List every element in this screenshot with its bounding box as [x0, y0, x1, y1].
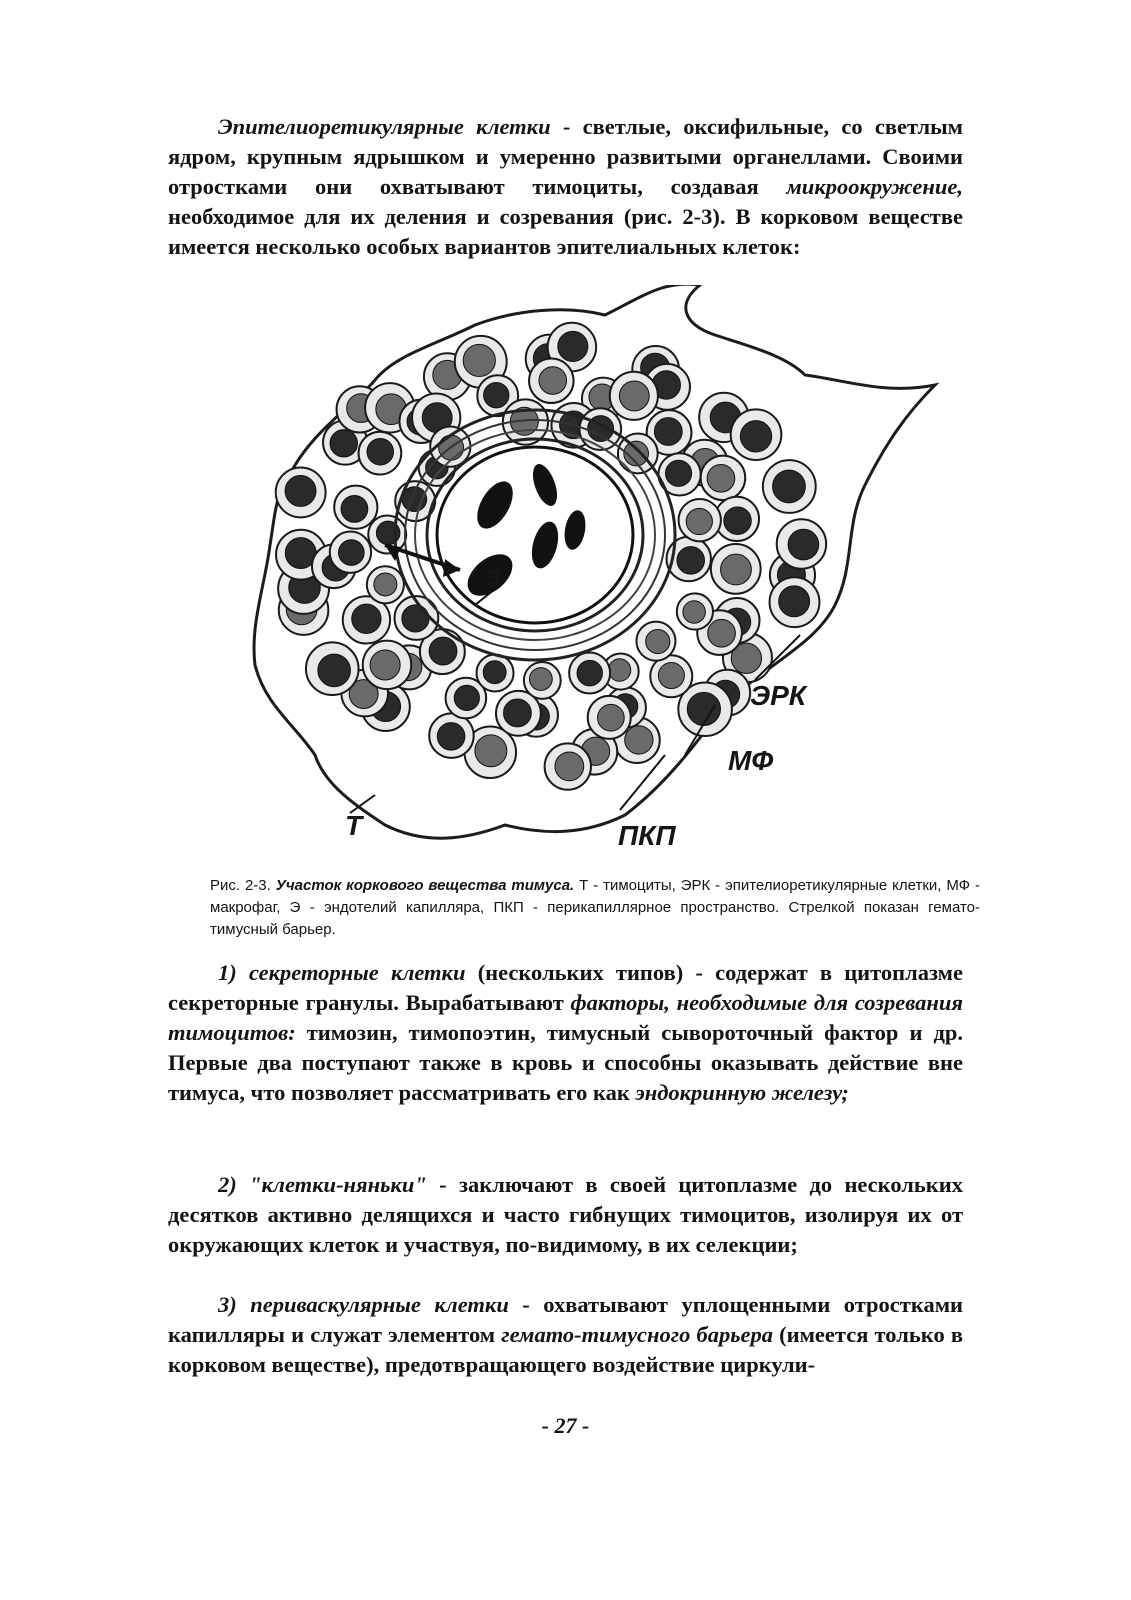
thymocyte-nucleus: [352, 604, 381, 633]
item-secretory-factors: тимозин, тимопоэтин, тимусный сывороточный фактор и др.: [295, 1020, 963, 1045]
thymocyte-nucleus: [707, 465, 735, 493]
item-perivascular: [168, 1290, 963, 1380]
label-e: Э: [483, 565, 501, 592]
caption-title: Участок коркового вещества тимуса.: [275, 877, 575, 894]
thymocyte-nucleus: [367, 438, 394, 465]
thymocyte-nucleus: [339, 540, 365, 566]
thymocyte-nucleus: [429, 637, 457, 665]
item-secretory: [168, 958, 963, 1108]
thymocyte-nucleus: [598, 704, 625, 731]
thymocyte-nucleus: [475, 735, 507, 767]
item-nurse-text: - заключают в своей цитоплазме до нескольких десятков активно делящихся и часто гибнущих тимоцитов, изолируя их от окружающих клеток и участвуя, по-видимому, в их селекции;: [168, 1172, 963, 1257]
thymocyte-nucleus: [708, 619, 736, 647]
item-perivascular-emphasis: гемато-тимусного барьера: [501, 1322, 773, 1347]
thymus-cortex-figure: [245, 285, 965, 865]
thymocyte-nucleus: [654, 418, 682, 446]
thymus-illustration: [245, 285, 965, 865]
thymocyte-nucleus: [665, 460, 691, 486]
caption-text: Т - тимоциты, ЭРК - эпителиоретикулярные клетки, МФ - макрофаг, Э - эндотелий капилляра, ПКП - перикапиллярное пространство. Стрелкой показан гемато-тимусный барьер.: [210, 877, 980, 938]
page-number: - 27 -: [541, 1413, 590, 1438]
thymocyte-nucleus: [483, 661, 506, 684]
label-pkp: ПКП: [618, 820, 676, 851]
thymocyte-nucleus: [683, 601, 705, 623]
thymocyte-nucleus: [773, 470, 806, 503]
thymocyte-nucleus: [330, 430, 357, 457]
intro-text-1: - светлые, оксифильные, со светлым ядром, крупным ядрышком и умеренно развитыми органеллами. Своими отростками они охватывают тимоциты, создавая: [168, 114, 963, 199]
item-secretory-term: 1) секреторные клетки: [218, 960, 466, 985]
thymocyte-nucleus: [625, 726, 653, 754]
thymocyte-nucleus: [646, 629, 670, 653]
intro-text-2: необходимое для их деления и созревания (рис. 2-3). В корковом веществе имеется несколько особых вариантов эпителиальных клеток:: [168, 204, 963, 259]
thymocyte-nucleus: [529, 668, 552, 691]
item-perivascular-term: 3) периваскулярные клетки: [218, 1292, 509, 1317]
thymocyte-nucleus: [370, 650, 400, 680]
item-nurse-term: 2) "клетки-няньки": [218, 1172, 427, 1197]
thymocyte-nucleus: [454, 685, 479, 710]
item-perivascular-text-1: - охватывают уплощенными отростками капилляры и служат элементом: [168, 1292, 963, 1347]
label-mf: МФ: [728, 745, 774, 776]
thymocyte-nucleus: [686, 508, 712, 534]
thymocyte-nucleus: [402, 605, 429, 632]
intro-paragraph: [168, 112, 963, 262]
thymocyte-nucleus: [463, 344, 495, 376]
thymocyte-nucleus: [577, 660, 602, 685]
figure-caption: [210, 875, 980, 941]
label-erk: ЭРК: [750, 680, 807, 711]
thymocyte-nucleus: [285, 475, 316, 506]
thymocyte-nucleus: [374, 573, 397, 596]
item-secretory-emphasis-2: эндокринную железу;: [635, 1080, 849, 1105]
item-perivascular-text-2: (имеется только в корковом веществе), предотвращающего воздействие циркули-: [168, 1322, 964, 1377]
intro-emphasis: микроокружение,: [786, 174, 963, 199]
thymocyte-nucleus: [724, 507, 751, 534]
thymocyte-nucleus: [619, 381, 649, 411]
thymocyte-nucleus: [740, 421, 771, 452]
thymocyte-nucleus: [779, 586, 810, 617]
thymocyte-nucleus: [788, 529, 819, 560]
thymocyte-nucleus: [484, 383, 509, 408]
thymocyte-nucleus: [341, 495, 368, 522]
thymocyte-nucleus: [437, 723, 465, 751]
intro-term: Эпителиоретикулярные клетки: [218, 114, 551, 139]
thymocyte-nucleus: [555, 752, 584, 781]
item-secretory-emphasis-1: факторы, необходимые для созревания тимоцитов:: [168, 990, 963, 1045]
thymocyte-nucleus: [677, 547, 705, 575]
thymocyte-nucleus: [558, 331, 588, 361]
thymocyte-nucleus: [318, 654, 351, 687]
caption-prefix: Рис. 2-3.: [210, 877, 276, 894]
thymocyte-nucleus: [721, 554, 752, 585]
thymocyte-nucleus: [539, 367, 567, 395]
item-secretory-text-2: Первые два поступают также в кровь и способны оказывать действие вне тимуса, что позволяет рассматривать его как: [168, 1050, 963, 1105]
label-t: Т: [345, 810, 363, 841]
item-nurse-cells: [168, 1170, 963, 1260]
thymocyte-nucleus: [687, 692, 720, 725]
item-secretory-text-1: (нескольких типов) - содержат в цитоплазме секреторные гранулы. Вырабатывают: [168, 960, 963, 1015]
thymocyte-nucleus: [658, 662, 684, 688]
thymocyte-nucleus: [504, 699, 532, 727]
thymocyte-nucleus: [608, 659, 630, 681]
